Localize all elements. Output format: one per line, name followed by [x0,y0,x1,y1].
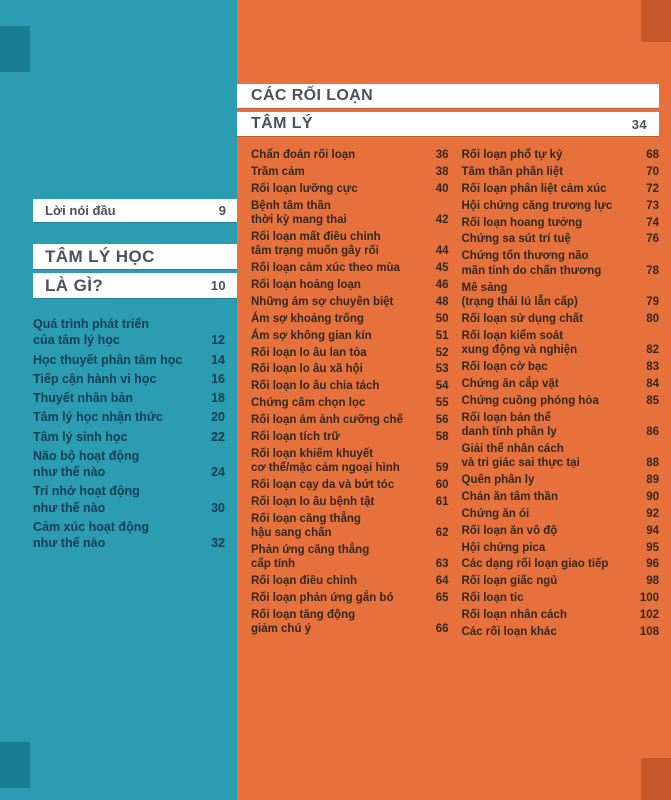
toc-entry [462,216,660,230]
toc-entry [251,396,449,410]
toc-entry [33,390,225,406]
toc-entry-page-number: 100 [639,592,659,605]
toc-entry-label: Rối loạn kiểm soát xung động và nghiện [461,329,578,356]
toc-entry [251,608,449,637]
toc-entry [251,495,449,509]
toc-entry [251,312,449,326]
toc-entry-label: Các rối loạn khác [461,625,557,638]
toc-entry-label: Chứng ăn cắp vặt [461,377,559,390]
section-title-bar-line2 [33,273,237,298]
toc-entry-label: Rối loạn phổ tự kỷ [461,149,563,161]
toc-entry-label: Trầm cảm [251,165,305,178]
toc-entry [251,278,449,292]
toc-entry-label: Rối loạn hoảng loạn [251,279,361,291]
chapter-tab-top-left [0,26,30,72]
toc-entry-label: Chán ăn tâm thần [461,490,558,503]
toc-entry-label: Rối loạn tăng động giảm chú ý [251,609,356,636]
toc-entry-label: Trí nhớ hoạt động như thế nào [33,484,140,515]
toc-entry-page-number: 56 [435,414,449,426]
toc-entry [251,182,449,196]
toc-entry-page-number: 95 [646,541,659,554]
toc-entry-label: Chẩn đoán rối loạn [251,149,356,161]
toc-entry-label: Tiếp cận hành vi học [33,371,157,386]
toc-entry-label: Rối loạn ám ảnh cưỡng chế [251,414,403,426]
toc-entry [462,232,660,246]
toc-entry-page-number: 80 [646,312,659,325]
toc-entry-label: Rối loạn cờ bạc [461,360,548,373]
toc-entry-page-number: 59 [435,462,449,475]
toc-entry-page-number: 90 [646,490,659,503]
toc-entry-label: Mê sảng (trạng thái lú lẫn cấp) [461,281,578,308]
section-title-line2: LÀ GÌ? [45,275,104,295]
toc-entry [462,557,660,571]
toc-entry [462,148,660,162]
toc-entry [251,148,449,162]
sidebar-toc-list [33,316,237,551]
toc-entry [462,329,660,358]
toc-entry-label: Chứng tổn thương não mãn tính do chấn thương [461,250,602,277]
left-panel [0,0,237,800]
chapter-tab-top-right [641,0,671,42]
toc-entry-label: Bệnh tâm thần thời kỳ mang thai [251,199,347,226]
toc-entry [33,483,225,516]
toc-entry-page-number: 50 [435,312,449,325]
toc-entry-label: Rối loạn cảm xúc theo mùa [251,262,400,275]
toc-entry [251,199,449,228]
toc-entry [251,478,449,492]
toc-entry-page-number: 74 [646,216,659,229]
toc-entry-page-number: 48 [435,295,449,308]
toc-entry-label: Rối loạn lo âu xã hội [251,363,363,376]
toc-entry-page-number: 86 [646,425,659,438]
toc-entry [462,574,660,588]
toc-entry-label: Rối loạn phản ứng gắn bó [251,592,394,605]
toc-entry-label: Rối loạn ăn vô độ [461,524,558,537]
toc-entry-page-number: 62 [435,527,449,540]
toc-entry-page-number: 85 [646,394,659,407]
toc-entry-page-number: 73 [646,199,659,212]
toc-entry [251,430,449,444]
chapter-header [237,84,671,136]
toc-entry-page-number: 32 [211,536,225,550]
toc-entry [251,230,449,259]
left-panel-content [0,199,237,551]
toc-entry-page-number: 42 [435,214,449,226]
toc-entry-label: Rối loạn mất điều chỉnh tâm trạng muốn gây rối [251,230,381,258]
toc-entry-page-number: 46 [435,279,449,291]
toc-entry [251,512,449,541]
toc-entry [33,371,225,387]
toc-entry-page-number: 55 [435,397,449,410]
toc-entry [462,411,660,440]
toc-entry [251,295,449,309]
toc-entry-page-number: 76 [646,233,659,246]
toc-entry [462,312,660,326]
toc-entry-page-number: 38 [435,165,449,178]
toc-entry-label: Chứng ăn ói [461,507,530,520]
toc-entry-label: Tâm thần phân liệt [461,165,564,178]
toc-entry-page-number: 78 [646,264,659,277]
toc-entry-label: Thuyết nhân bản [33,391,133,405]
toc-entry [462,591,660,605]
toc-entry-label: Giải thể nhân cách và tri giác sai thực tại [461,442,580,470]
chapter-title-bar-line2 [237,112,659,136]
toc-entry [251,543,449,572]
toc-entry-label: Rối loạn hoang tưởng [461,216,583,229]
toc-entry-page-number: 16 [211,371,225,386]
toc-entry [462,182,660,196]
toc-entry-label: Hội chứng căng trương lực [461,199,613,212]
toc-entry-page-number: 94 [646,524,659,537]
toc-entry-page-number: 63 [435,558,449,571]
toc-entry-label: Rối loạn giấc ngủ [461,575,558,588]
toc-entry-label: Chứng sa sút trí tuệ [461,233,571,246]
toc-entry-label: Phản ứng căng thẳng cấp tính [251,544,370,571]
section-title-line1: TÂM LÝ HỌC [45,246,155,266]
toc-entry-label: Quên phân ly [461,474,535,486]
toc-entry [462,524,660,538]
toc-entry [462,394,660,408]
toc-entry [462,625,660,639]
toc-entry [462,541,660,555]
chapter-title-line2: TÂM LÝ [251,115,313,132]
preface-header-bar [33,199,237,222]
toc-entry-label: Các dạng rối loạn giao tiếp [461,558,609,571]
toc-entry-page-number: 66 [435,623,449,636]
toc-entry-page-number: 72 [646,182,659,195]
toc-entry-label: Rối loạn tic [461,592,524,605]
toc-entry-label: Rối loạn lo âu chia tách [251,380,380,393]
toc-entry-page-number: 92 [646,507,659,520]
toc-entry [251,413,449,427]
toc-entry-label: Học thuyết phân tâm học [33,352,183,367]
toc-entry-page-number: 82 [646,344,659,356]
toc-entry [462,249,660,278]
toc-entry-page-number: 45 [435,262,449,275]
toc-entry [33,519,225,552]
toc-entry-page-number: 53 [435,363,449,376]
toc-entry-label: Rối loạn lo âu lan tỏa [251,346,367,359]
toc-entry-page-number: 102 [639,609,659,621]
toc-entry-page-number: 68 [646,149,659,161]
toc-entry-label: Rối loạn khiếm khuyết cơ thể/mặc cảm ngoại hình [251,447,400,475]
toc-entry-page-number: 98 [646,575,659,588]
toc-columns [237,148,671,642]
chapter-page-number: 34 [631,116,647,132]
toc-entry [33,448,225,481]
toc-entry-label: Rối loạn lưỡng cực [251,182,358,195]
toc-entry-label: Cảm xúc hoạt động như thế nào [33,519,149,550]
toc-entry [251,574,449,588]
toc-entry-page-number: 70 [646,165,659,178]
toc-entry [251,346,449,360]
toc-entry-page-number: 40 [435,182,449,195]
toc-entry-page-number: 20 [211,410,225,425]
toc-entry-page-number: 79 [646,295,659,308]
toc-entry-page-number: 22 [211,429,225,444]
toc-entry-page-number: 24 [211,465,225,479]
toc-entry-page-number: 18 [211,391,225,405]
toc-entry-label: Rối loạn nhân cách [461,609,567,621]
toc-entry-page-number: 14 [211,352,225,367]
chapter-tab-bottom-right [641,758,671,800]
toc-entry [462,360,660,374]
toc-entry [462,199,660,213]
toc-entry-label: Rối loạn căng thẳng hậu sang chấn [251,512,361,540]
toc-entry-label: Rối loạn phân liệt cảm xúc [461,182,607,195]
toc-entry [462,377,660,391]
toc-entry-label: Rối loạn bản thể danh tính phân ly [461,411,557,438]
toc-entry-page-number: 88 [646,457,659,470]
chapter-title-bar-line1 [237,84,659,108]
toc-entry-page-number: 65 [435,592,449,605]
toc-entry [462,281,660,310]
toc-entry [462,490,660,504]
toc-entry-label: Rối loạn lo âu bệnh tật [251,495,375,508]
toc-entry [251,261,449,275]
toc-entry-page-number: 44 [435,245,449,258]
chapter-title-line1: CÁC RỐI LOẠN [251,87,374,104]
toc-entry-page-number: 30 [211,500,225,515]
toc-entry-label: Tâm lý học nhận thức [33,410,163,425]
toc-column-2 [462,148,660,642]
toc-entry-page-number: 64 [435,575,449,588]
toc-entry-page-number: 60 [435,479,449,491]
toc-entry-label: Rối loạn điều chỉnh [251,575,358,588]
toc-entry-page-number: 52 [435,346,449,359]
toc-entry [462,507,660,521]
toc-entry-label: Quá trình phát triển của tâm lý học [33,317,149,348]
toc-entry-page-number: 89 [646,474,659,486]
toc-entry [462,473,660,487]
toc-entry-label: Rối loạn cạy da và bứt tóc [251,479,395,491]
toc-entry-label: Ám sợ khoảng trống [251,312,364,325]
toc-entry-page-number: 54 [435,380,449,393]
toc-entry-page-number: 12 [211,333,225,348]
preface-label: Lời nói đầu [45,203,116,218]
toc-entry [251,591,449,605]
toc-entry [33,409,225,425]
toc-entry-label: Rối loạn sử dụng chất [461,312,583,325]
toc-entry [251,447,449,476]
toc-entry [462,442,660,471]
toc-entry [251,329,449,343]
toc-entry-page-number: 61 [435,495,449,508]
toc-entry [462,608,660,622]
toc-entry-page-number: 58 [435,430,449,443]
toc-entry-page-number: 36 [435,149,449,161]
toc-entry [251,379,449,393]
toc-entry-label: Những ám sợ chuyên biệt [251,295,394,308]
toc-entry-label: Chứng câm chọn lọc [251,397,366,410]
toc-entry-page-number: 96 [646,558,659,571]
toc-entry-label: Chứng cuồng phóng hỏa [461,394,599,407]
toc-entry-label: Tâm lý sinh học [33,429,128,444]
toc-entry-page-number: 84 [646,377,659,390]
toc-entry-label: Ám sợ không gian kín [251,329,372,342]
section-page-number: 10 [210,278,226,293]
toc-entry-page-number: 83 [646,360,659,373]
toc-entry [251,362,449,376]
right-panel [237,0,671,800]
toc-entry-page-number: 108 [639,625,659,638]
toc-entry-label: Hội chứng pica [461,541,546,554]
toc-entry [33,429,225,445]
toc-entry [462,165,660,179]
toc-column-1 [251,148,449,642]
toc-entry [33,316,225,349]
section-title-bar-line1 [33,244,237,269]
toc-entry-page-number: 51 [435,329,449,342]
chapter-tab-bottom-left [0,742,30,788]
toc-entry [251,165,449,179]
preface-page-number: 9 [218,203,226,218]
toc-entry-label: Não bộ hoạt động như thế nào [33,448,140,479]
toc-entry [33,352,225,368]
toc-entry-label: Rối loạn tích trữ [251,430,340,443]
